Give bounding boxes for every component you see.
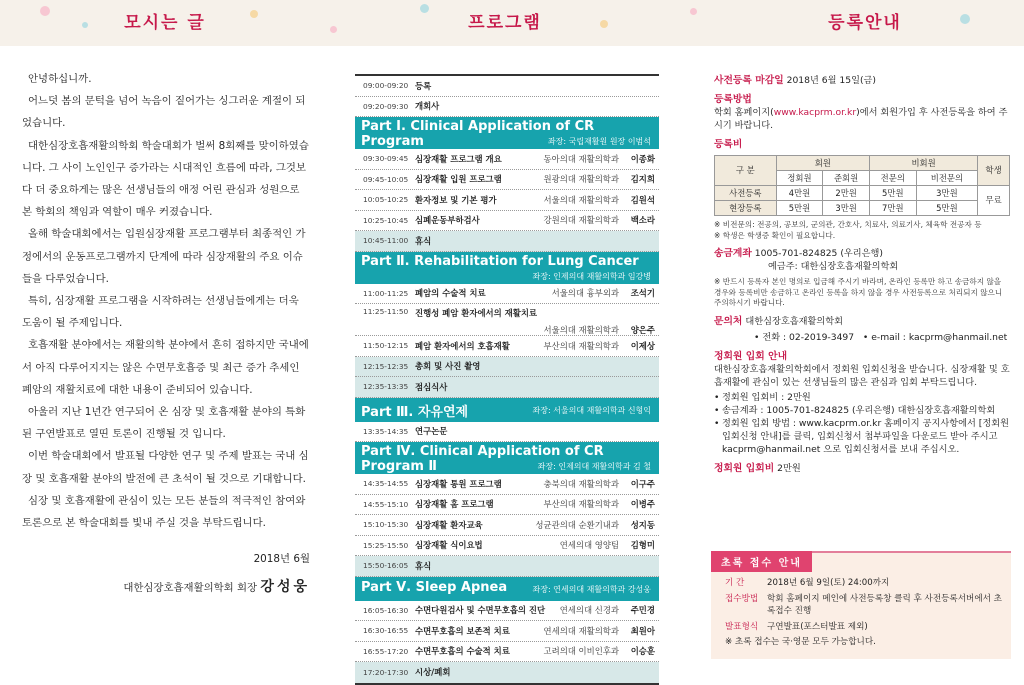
session-time: 09:45-10:05 [363,174,409,184]
program-row [355,601,659,622]
decor-dot [600,20,608,28]
fee-header-row [715,156,1010,171]
fee-col-nonspecialist: 비전문의 [916,171,978,186]
greeting-paragraph: 아울러 지난 1년간 연구되어 온 심장 및 호흡재활 분야의 특화된 구연발표로 열띤 토론이 진행될 것 입니다. [22,406,306,441]
part-title: Part Ⅱ. Rehabilitation for Lung Cancer [361,253,639,269]
part-chair: 좌장: 국립재활원 원장 이범석 [547,137,651,146]
fee-cell: 3만원 [916,186,978,201]
session-title: 수면다원검사 및 수면무호흡의 진단 [415,605,546,616]
program-row [355,97,659,118]
session-title: 수면무호흡의 수술적 치료 [415,646,510,657]
session-title: 등록 [415,80,432,91]
fee-cell: 5만원 [869,186,916,201]
greeting-paragraph: 어느덧 봄의 문턱을 넘어 녹음이 짙어가는 싱그러운 계절이 되었습니다. [22,95,306,130]
member-fee-value: 2만원 [777,462,801,474]
program-row-break [355,556,659,577]
part-header [355,577,659,601]
session-title: 시상/폐회 [415,667,451,678]
abstract-key: 접수방법 [725,593,759,604]
speaker-affiliation: 고려의대 이비인후과 [543,646,619,657]
abstract-tab: 초록 접수 안내 [711,551,812,572]
part-title: Part Ⅲ. 자유연제 [361,404,469,420]
member-fee-label: 정회원 입회비 [714,462,775,474]
greeting-paragraph: 안녕하십니까. [28,73,92,85]
signer-name: 강성웅 [260,579,310,596]
speaker-name: 이구주 [630,478,655,489]
fee-col-division: 구 분 [715,156,777,186]
program-row [355,515,659,536]
speaker-affiliation: 서울의대 재활의학과 [543,325,619,335]
session-title: 폐암의 수술적 치료 [415,288,486,299]
greeting-header: 모시는 글 [124,13,206,33]
program-row [355,336,659,357]
session-title: 심장재활 식이요법 [415,540,483,551]
fee-col-nonmember: 비회원 [869,156,977,171]
speaker-affiliation: 연세의대 영양팀 [559,540,619,551]
member-label: 정회원 입회 안내 [714,350,788,362]
session-title: 심폐운동부하검사 [415,215,480,226]
session-detail [415,307,659,336]
speaker-name: 김지희 [630,174,655,185]
member-desc: 대한심장호흡재활의학회에서 정회원 입회신청을 받습니다. 심장재활 및 호흡재활에 관심이 있는 선생님들의 많은 관심과 입회 부탁드립니다. [714,363,1010,388]
speaker-affiliation: 서울의대 재활의학과 [543,194,619,205]
session-title: 점심식사 [415,381,448,392]
abstract-value: 학회 홈페이지 메인에 사전등록창 클릭 후 사전등록서버에서 초록접수 진행 [767,593,1002,616]
fee-note: ※ 학생은 학생증 확인이 필요합니다. [714,230,836,240]
session-title: 휴식 [415,235,432,246]
speaker-affiliation: 연세의대 신경과 [559,605,619,616]
program-row [355,76,659,97]
speaker-name: 김원석 [630,194,655,205]
registration-header: 등록안내 [828,13,902,33]
account-line [714,247,1010,260]
session-title: 개회사 [415,101,440,112]
abstract-value: 2018년 6월 9일(토) 24:00까지 [767,578,890,588]
contact-org: 대한심장호흡재활의학회 [745,315,843,327]
session-title: 심장재활 통원 프로그램 [415,478,502,489]
part-chair: 좌장: 서울의대 재활의학과 신형익 [532,405,651,415]
part-title: Part Ⅴ. Sleep Apnea [361,579,508,595]
speaker-affiliation: 충북의대 재활의학과 [543,478,619,489]
session-title: 총회 및 사진 촬영 [415,361,481,372]
decor-dot [420,4,429,13]
account-label: 송금계좌 [714,248,752,259]
program-row [355,190,659,211]
account-holder: 예금주: 대한심장호흡재활의학회 [768,261,899,272]
program-row [355,211,659,232]
speaker-affiliation: 서울의대 흉부외과 [551,288,619,299]
session-title: 심장재활 프로그램 개요 [415,153,502,164]
speaker-name: 주민경 [630,605,655,616]
part-header [355,398,659,422]
session-title: 폐암 환자에서의 호흡재활 [415,340,510,351]
fee-row [715,201,1010,216]
part-chair: 좌장: 인제의대 재활의학과 김 철 [537,462,651,471]
method-text-pre: 학회 홈페이지( [714,107,774,118]
fee-cell: 7만원 [869,201,916,216]
session-time: 16:30-16:55 [363,626,409,636]
session-time: 17:20-17:30 [363,667,409,677]
speaker-affiliation: 원광의대 재활의학과 [543,174,619,185]
fee-col-regular: 정회원 [776,171,823,186]
abstract-note: ※ 초록 접수는 국·영문 모두 가능합니다. [725,637,876,647]
signer-title: 대한심장호흡재활의학회 회장 [123,582,258,595]
program-row [355,304,659,336]
member-item: • 정회원 입회비 : 2만원 [714,391,1010,404]
fee-cell: 2만원 [823,186,870,201]
fee-cell: 5만원 [916,201,978,216]
greeting-paragraph: 심장 및 호흡재활에 관심이 있는 모든 분들의 적극적인 참여와 토론으로 본 학술대회를 빛내 주실 것을 부탁드립니다. [22,494,306,530]
contact-details [714,331,1010,344]
contact-email[interactable]: • e-mail : kacprm@hanmail.net [862,331,1008,343]
session-time: 10:25-10:45 [363,215,409,225]
fee-table [714,155,1010,216]
decor-dot [960,14,970,24]
part-header [355,252,659,284]
abstract-key: 기 간 [725,578,745,588]
abstract-box [711,551,1011,659]
session-time: 09:20-09:30 [363,101,409,111]
session-title: 수면무호흡의 보존적 치료 [415,625,510,636]
session-time: 09:00-09:20 [363,81,409,91]
program-row [355,495,659,516]
abstract-row [725,621,1005,634]
fee-note: ※ 비전문의: 전공의, 공보의, 군의관, 간호사, 치료사, 의료기사, 체육학 전공자 등 [714,220,982,229]
member-fee-line [714,462,1010,475]
session-time: 11:50-12:15 [363,341,409,351]
session-time: 16:05-16:30 [363,605,409,615]
session-time: 11:00-11:25 [363,288,409,298]
session-title: 환자정보 및 기본 평가 [415,194,497,205]
fee-col-student: 학생 [978,156,1010,186]
speaker-affiliation: 부산의대 재활의학과 [543,499,619,510]
letter-signature [22,576,310,599]
speaker-name: 백소라 [630,215,655,226]
program-row-break [355,377,659,398]
session-time: 15:50-16:05 [363,561,409,571]
member-list [714,391,1010,456]
program-row-break [355,231,659,252]
session-time: 09:30-09:45 [363,154,409,164]
session-time: 15:25-15:50 [363,540,409,550]
fee-col-specialist: 전문의 [869,171,916,186]
part-title: Part Ⅰ. Clinical Application of CR Program [361,119,595,149]
fee-row-label: 사전등록 [715,186,777,201]
program-row-break [355,357,659,378]
account-value: 1005-701-824825 (우리은행) [754,248,883,259]
abstract-key: 발표형식 [725,621,759,632]
greeting-paragraph: 대한심장호흡재활의학회 학술대회가 벌써 8회째를 맞이하였습니다. 그 사이 노인인구 증가라는 시대적인 흐름에 따라, 그것보다 더 중요하게는 많은 선생님들의 애정 어린 관심과 성원으로 본 학회의 책임과 역할이 매우 커졌습니다. [22,139,309,219]
session-time: 12:15-12:35 [363,361,409,371]
contact-label: 문의처 [714,315,743,327]
fee-label: 등록비 [714,139,743,150]
speaker-affiliation: 부산의대 재활의학과 [543,340,619,351]
program-header: 프로그램 [468,13,542,33]
program-row [355,284,659,305]
method-text-post: )에서 회원가입 후 사전등록을 하여 주시기 바랍니다. [714,107,1008,131]
session-title: 심장재활 환자교육 [415,519,483,530]
decor-dot [82,22,88,28]
deadline-value: 2018년 6월 15일(금) [786,75,877,86]
greeting-paragraph: 호흡재활 분야에서는 재활의학 분야에서 흔히 접하지만 국내에서 아직 다루어지지는 않은 수면무호흡증 및 최근 증가 추세인 폐암의 재활치료에 대한 내용이 준비되어 있습니다. [22,339,309,396]
decor-dot [690,8,697,15]
session-title: 진행성 폐암 환자에서의 재활치료 [415,308,538,318]
session-title: 심장재활 홈 프로그램 [415,499,494,510]
part-header [355,117,659,149]
decor-dot [250,10,258,18]
program-row [355,536,659,557]
decor-dot [330,26,337,33]
speaker-affiliation: 성균관의대 순환기내과 [535,519,619,530]
fee-cell: 5만원 [776,201,823,216]
decor-dot [40,6,50,16]
program-row [355,474,659,495]
deadline-line [714,74,1010,87]
session-time: 12:35-13:35 [363,382,409,392]
greeting-paragraph: 이번 학술대회에서 발표될 다양한 연구 및 주제 발표는 국내 심장 및 호흡재활 분야의 발전에 큰 초석이 될 것으로 기대합니다. [22,450,309,485]
part-title: Part Ⅳ. Clinical Application of CR Program Ⅱ [361,444,604,474]
program-row [355,422,659,443]
fee-cell: 4만원 [776,186,823,201]
session-time: 14:55-15:10 [363,499,409,509]
speaker-name: 성지동 [630,519,655,530]
greeting-paragraph: 특히, 심장재활 프로그램을 시작하려는 선생님들에게는 더욱 도움이 될 주제입니다. [22,295,299,330]
session-title: 연구논문 [415,426,448,437]
member-item: • 정회원 입회 방법 : www.kacprm.or.kr 홈페이지 공지사항에서 [정회원입회신청 안내]를 클릭, 입회신청서 첨부파일을 다운로드 받아 주시고 kacprm@hanmail.net 으로 입회신청서를 보내 주십시오. [714,417,1010,456]
abstract-row [725,593,1005,618]
fee-cell-student: 무료 [978,186,1010,216]
fee-row-label: 현장등록 [715,201,777,216]
speaker-name: 이승훈 [630,646,655,657]
speaker-name: 최원아 [630,625,655,636]
program-row [355,621,659,642]
speaker-name: 양은주 [630,325,655,335]
greeting-paragraph: 올해 학술대회에서는 입원심장재활 프로그램부터 최종적인 가정에서의 운동프로그램까지 단계에 따라 심장재활의 주요 이슈들을 다루었습니다. [22,228,306,285]
fee-row [715,186,1010,201]
session-title: 휴식 [415,560,432,571]
part-header [355,442,659,474]
abstract-row [725,577,1005,590]
session-title: 심장재활 입원 프로그램 [415,174,502,185]
abstract-value: 구연발표(포스터발표 제외) [767,621,868,632]
method-text [714,106,1010,132]
fee-col-associate: 준회원 [823,171,870,186]
program-table [355,74,659,685]
greeting-letter [22,68,310,600]
speaker-name: 이병주 [630,499,655,510]
session-time: 15:10-15:30 [363,520,409,530]
speaker-name: 조석기 [630,288,655,299]
session-time: 10:45-11:00 [363,236,409,246]
part-chair: 좌장: 인제의대 재활의학과 임강병 [532,271,651,281]
session-time: 10:05-10:25 [363,195,409,205]
program-row [355,170,659,191]
fee-cell: 3만원 [823,201,870,216]
contact-phone: • 전화 : 02-2019-3497 [754,331,855,343]
letter-date: 2018년 6월 [253,553,310,566]
account-note: ※ 반드시 등록자 본인 명의로 입금해 주시기 바라며, 온라인 등록만 하고 송금하지 않을 경우와 등록비만 송금하고 온라인 등록을 하지 않을 경우 사전등록으로 처리되지 않으니 주의하시기 바랍니다. [714,277,1003,307]
session-time: 11:25-11:50 [363,307,409,316]
speaker-name: 이종화 [630,153,655,164]
member-item: • 송금계좌 : 1005-701-824825 (우리은행) 대한심장호흡재활의학회 [714,404,1010,417]
contact-line [714,315,1010,328]
abstract-body [725,577,1005,649]
part-chair: 좌장: 연세의대 재활의학과 강성웅 [532,584,651,594]
session-time: 16:55-17:20 [363,646,409,656]
speaker-name: 이제상 [630,340,655,351]
homepage-link[interactable]: www.kacprm.or.kr [773,107,857,118]
method-label: 등록방법 [714,94,752,105]
program-row [355,149,659,170]
deadline-label: 사전등록 마감일 [714,75,784,86]
session-time: 13:35-14:35 [363,426,409,436]
registration-info [714,74,1010,475]
speaker-name: 김형미 [630,540,655,551]
session-speaker [415,324,659,336]
speaker-affiliation: 동아의대 재활의학과 [543,153,619,164]
program-row-break [355,662,659,683]
speaker-affiliation: 연세의대 재활의학과 [543,625,619,636]
session-time: 14:35-14:55 [363,479,409,489]
speaker-affiliation: 강원의대 재활의학과 [543,215,619,226]
program-row [355,642,659,663]
fee-col-member: 회원 [776,156,869,171]
